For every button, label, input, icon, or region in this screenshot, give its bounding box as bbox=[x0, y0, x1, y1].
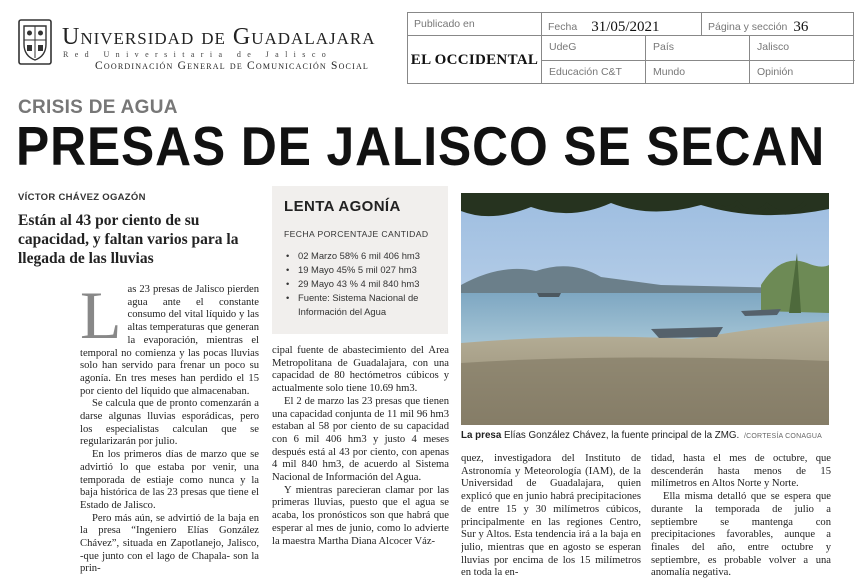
date-value: 31/05/2021 bbox=[591, 19, 660, 35]
paragraph: cipal fuente de abastecimiento del Área Metropolitana de Guadalajara, con una capacidad de 80 hectómetros cúbicos y actualmente solo tiene 10.69 hm3. bbox=[272, 345, 449, 395]
page-value: 36 bbox=[793, 19, 809, 35]
article-kicker: CRISIS DE AGUA bbox=[18, 97, 178, 118]
date-label: Fecha bbox=[548, 21, 578, 33]
section-educacion: Educación C&T bbox=[542, 60, 645, 84]
article-column-3 bbox=[461, 453, 641, 582]
paragraph: tidad, hasta el mes de octubre, que descenderán hasta menos de 15 milímetros en Altos Norte y Norte. bbox=[651, 453, 831, 490]
section-opinion: Opinión bbox=[749, 60, 855, 84]
section-jalisco: Jalisco bbox=[749, 36, 855, 60]
paragraph: El 2 de marzo las 23 presas que tienen una capacidad conjunta de 11 mil 96 hm3 estaban al 58 por ciento de su capacidad con 6 mil 406 hm3 y justo 4 meses después está al 43 por ciento, con apenas 4 mil 840 hm3, de acuerdo al Sistema Nacional de Información del Agua. bbox=[272, 395, 449, 484]
published-in-cell bbox=[408, 13, 541, 35]
caption-bold: La presa bbox=[461, 430, 502, 441]
paragraph: Ella misma detalló que se espera que durante la temporada de julio a septiembre se mantenga con precipitaciones favorables, aunque a finales del año, entre octubre y septiembre, es probable volver a una anomalía negativa. bbox=[651, 491, 831, 579]
drop-cap: L bbox=[80, 284, 122, 353]
photo-credit: /CORTESÍA CONAGUA bbox=[744, 433, 822, 440]
paragraph: En los primeros días de marzo que se advirtió lo que estaba por venir, una temporada de estiaje como nunca y la baja histórica de las 23 presas que tiene el Estado de Jalisco. bbox=[80, 449, 259, 511]
publication-info-row bbox=[408, 13, 853, 36]
section-pais: País bbox=[645, 36, 749, 60]
paragraph: quez, investigadora del Instituto de Astronomía y Meteorología (IAM), de la Universidad de Guadalajara, quien explicó que en junio habrá precipitaciones de entre 15 y 30 milímetros cúbicos, principalmente en las regiones Centro, Sur y Altos. Esta tendencia irá a la baja en julio, mientras que en agosto se esperan lluvias por encima de los 15 milímetros en toda la en- bbox=[461, 453, 641, 579]
article-column-1 bbox=[80, 284, 259, 582]
paragraph: Se calcula que de pronto comenzarán a darse algunas lluvias esporádicas, pero los especialistas calculan que se regularizarán por julio. bbox=[80, 398, 259, 448]
paragraph: Pero más aún, se advirtió de la baja en la presa “Ingeniero Elías González Chávez”, situada en Zapotlanejo, Jalisco, -que junto con el lago de Chapala- son la prin- bbox=[80, 512, 259, 575]
article-column-4 bbox=[651, 453, 831, 582]
photo-caption bbox=[461, 430, 856, 441]
dam-photo bbox=[461, 193, 829, 425]
published-in-label: Publicado en bbox=[414, 18, 475, 30]
sidebar-box bbox=[272, 186, 448, 334]
section-grid bbox=[541, 36, 854, 84]
date-cell bbox=[541, 13, 701, 35]
sidebar-item: • 29 Mayo 43 % 4 mil 840 hm3 bbox=[284, 277, 444, 291]
sidebar-item: • 02 Marzo 58% 6 mil 406 hm3 bbox=[284, 249, 444, 263]
section-udeg: UdeG bbox=[549, 41, 577, 53]
article-headline: PRESAS DE JALISCO SE SECAN bbox=[16, 115, 826, 177]
university-seal-icon bbox=[16, 18, 54, 68]
page-cell bbox=[701, 13, 854, 35]
article-column-2 bbox=[272, 345, 449, 582]
page-label: Página y sección bbox=[708, 21, 788, 33]
sidebar-list bbox=[284, 249, 444, 319]
coordination-name: Coordinación General de Comunicación Social bbox=[95, 60, 370, 72]
newspaper-logo: EL OCCIDENTAL bbox=[410, 51, 539, 68]
caption-text: Elías González Chávez, la fuente principal de la ZMG. bbox=[501, 430, 740, 441]
sidebar-subtitle: FECHA PORCENTAJE CANTIDAD bbox=[284, 229, 429, 239]
sidebar-title: LENTA AGONÍA bbox=[284, 198, 401, 215]
paragraph: Y mientras parecieran clamar por las primeras lluvias, puesto que el agua se acaba, los pronósticos son que habrá que esperar al mes de junio, como lo advierte la maestra Martha Diana Alcocer Váz- bbox=[272, 484, 449, 547]
sidebar-item: • 19 Mayo 45% 5 mil 027 hm3 bbox=[284, 263, 444, 277]
section-mundo: Mundo bbox=[645, 60, 749, 84]
article-deck: Están al 43 por ciento de su capacidad, y faltan varios para la llegada de las lluvias bbox=[18, 212, 239, 267]
sidebar-item: • Fuente: Sistema Nacional de Información del Agua bbox=[284, 291, 444, 319]
paragraph: as 23 presas de Jalisco pierden agua ante el constante consumo del vital líquido y las altas temperaturas que generan la evaporación, mientras el temporal no comienza y las pocas lluvias solo han servido para frenar un poco su agonía. En tres meses han perdido el 15 por ciento del líquido que almacenaban. bbox=[80, 284, 259, 397]
university-network: Red Universitaria de Jalisco bbox=[63, 50, 333, 59]
article-byline: VÍCTOR CHÁVEZ OGAZÓN bbox=[18, 192, 146, 203]
university-name: Universidad de Guadalajara bbox=[62, 24, 376, 50]
publication-info-box bbox=[407, 12, 854, 84]
